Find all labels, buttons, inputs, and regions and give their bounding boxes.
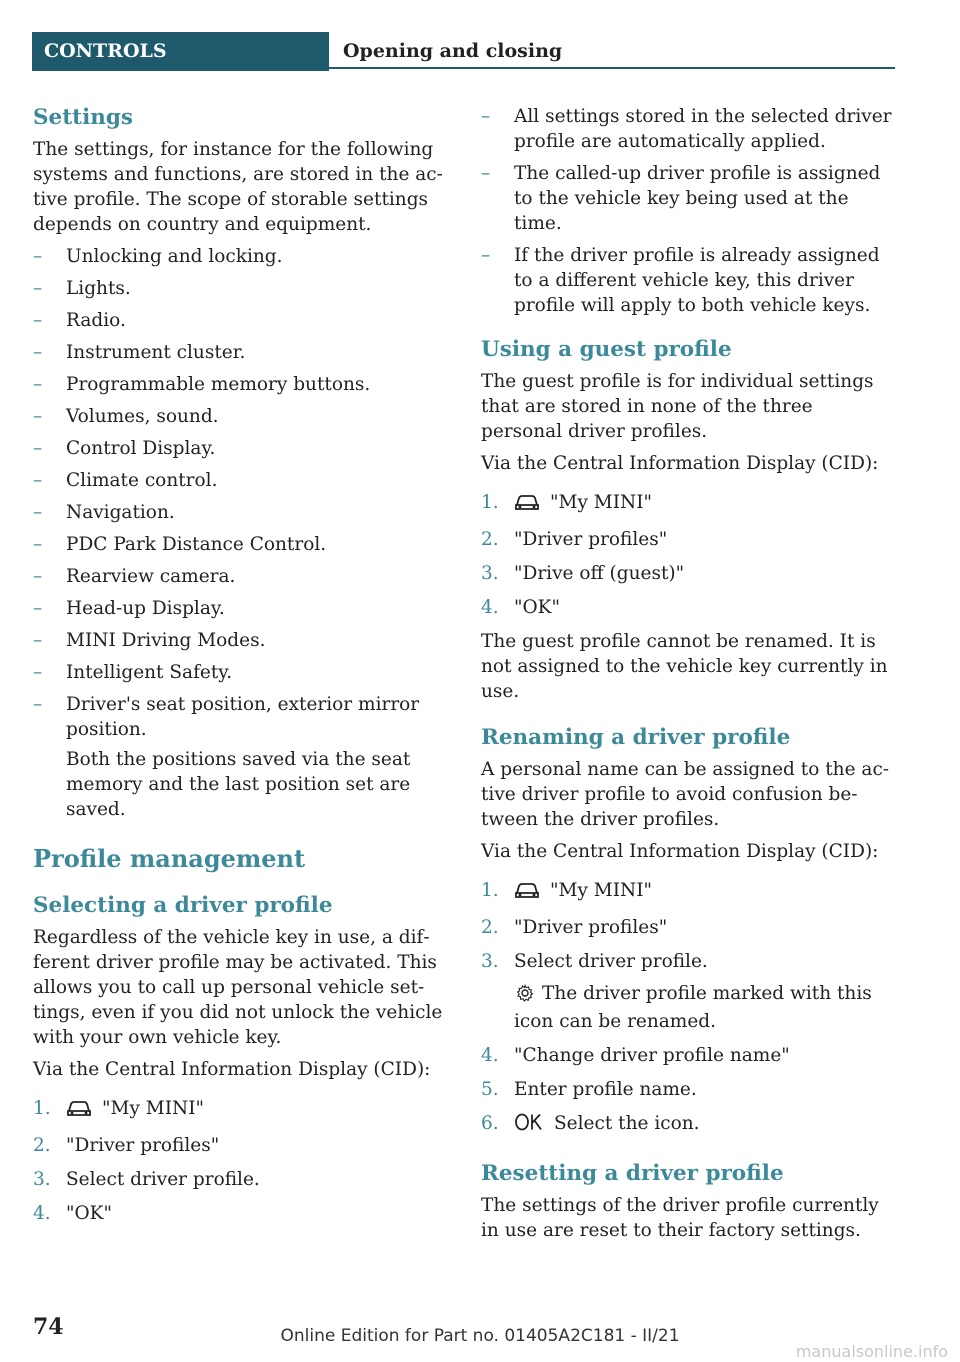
step-number: 4. <box>33 1203 51 1224</box>
guest-profile-heading: Using a guest profile <box>481 337 732 362</box>
step-text: "Driver profiles" <box>514 917 668 938</box>
step-text: "My MINI" <box>102 1098 205 1119</box>
step-item <box>481 1111 893 1137</box>
step-item <box>33 1167 445 1192</box>
via-cid-text: Via the Central Information Display (CID): <box>481 453 879 474</box>
list-item: – Radio. <box>33 308 445 333</box>
step-number: 3. <box>481 563 499 584</box>
list-item: – Intelligent Safety. <box>33 660 445 685</box>
list-item: – Head-up Display. <box>33 596 445 621</box>
car-icon <box>66 1099 92 1124</box>
step-text: "Driver profiles" <box>66 1135 220 1156</box>
page-header <box>32 32 895 72</box>
list-item: – The called-up driver profile is assigned to the vehicle key being used at the time. <box>481 161 893 236</box>
profile-management-heading: Profile management <box>33 844 306 873</box>
list-item: – All settings stored in the selected driver profile are automatically applied. <box>481 104 893 154</box>
list-item: – Programmable memory buttons. <box>33 372 445 397</box>
step-item <box>481 1043 893 1068</box>
via-cid-text: Via the Central Information Display (CID): <box>481 841 879 862</box>
list-item: – Navigation. <box>33 500 445 525</box>
step-item <box>481 915 893 940</box>
rename-profile-heading: Renaming a driver profile <box>481 725 791 750</box>
step-number: 2. <box>33 1135 51 1156</box>
rename-profile-text: A personal name can be assigned to the ac‐tive driver profile to avoid confusion be‐tween the driver profiles. <box>481 759 890 830</box>
step-item <box>33 1096 445 1124</box>
list-item: – Control Display. <box>33 436 445 461</box>
list-item: – Volumes, sound. <box>33 404 445 429</box>
via-cid-text: Via the Central Information Display (CID): <box>33 1059 431 1080</box>
step-number: 2. <box>481 529 499 550</box>
list-item: – Climate control. <box>33 468 445 493</box>
step-number: 1. <box>33 1098 51 1119</box>
left-column <box>33 104 445 1235</box>
list-item: – Driver's seat position, exterior mirror position. <box>33 692 445 742</box>
list-item: – If the driver profile is already assigned to a different vehicle key, this driver profile will apply to both vehicle keys. <box>481 243 893 318</box>
select-profile-heading: Selecting a driver profile <box>33 893 333 918</box>
step-text: "Driver profiles" <box>514 529 668 550</box>
step-subnote-text: The driver profile marked with this icon can be renamed. <box>514 983 872 1032</box>
edition-footer: Online Edition for Part no. 01405A2C181 - II/21 <box>280 1326 680 1346</box>
list-item: – MINI Driving Modes. <box>33 628 445 653</box>
watermark: manualsonline.info <box>795 1342 948 1361</box>
settings-intro: The settings, for instance for the following systems and functions, are stored in the ac‐tive profile. The scope of storable settings depends on country and equipment. <box>33 139 443 235</box>
step-text: "OK" <box>66 1203 113 1224</box>
ok-icon <box>514 1112 544 1137</box>
step-text: "My MINI" <box>550 492 653 513</box>
step-text: Select driver profile. <box>66 1169 260 1190</box>
page-number: 74 <box>33 1314 64 1340</box>
right-column <box>481 104 893 1250</box>
guest-profile-text: The guest profile is for individual settings that are stored in none of the three personal driver profiles. <box>481 371 874 442</box>
profile-behaviour-list <box>481 104 893 318</box>
step-number: 5. <box>481 1079 499 1100</box>
guest-steps <box>481 490 893 620</box>
step-text: "My MINI" <box>550 880 653 901</box>
rename-steps <box>481 878 893 1137</box>
step-item <box>481 878 893 906</box>
reset-profile-text: The settings of the driver profile currently in use are reset to their factory settings. <box>481 1195 879 1241</box>
list-item: – Rearview camera. <box>33 564 445 589</box>
step-number: 6. <box>481 1113 499 1134</box>
step-item <box>33 1201 445 1226</box>
step-number: 1. <box>481 880 499 901</box>
step-number: 3. <box>481 951 499 972</box>
seat-note: Both the positions saved via the seat memory and the last position set are saved. <box>66 749 411 820</box>
step-item <box>481 490 893 518</box>
step-number: 4. <box>481 597 499 618</box>
section-label: CONTROLS <box>32 32 329 71</box>
chapter-title: Opening and closing <box>329 32 895 69</box>
list-item: – Unlocking and locking. <box>33 244 445 269</box>
step-item <box>33 1133 445 1158</box>
step-item <box>481 561 893 586</box>
select-profile-text: Regardless of the vehicle key in use, a dif‐ferent driver profile may be activated. This allows you to call up personal vehicle set‐tings, even if you did not unlock the vehicle with your own vehicle key. <box>33 927 443 1048</box>
gear-icon <box>516 984 534 1009</box>
guest-note: The guest profile cannot be renamed. It is not assigned to the vehicle key currently in use. <box>481 631 888 702</box>
reset-profile-heading: Resetting a driver profile <box>481 1161 784 1186</box>
settings-heading: Settings <box>33 105 134 130</box>
step-number: 4. <box>481 1045 499 1066</box>
car-icon <box>514 881 540 906</box>
step-item <box>481 1077 893 1102</box>
step-item <box>481 527 893 552</box>
step-text: Enter profile name. <box>514 1079 697 1100</box>
step-item <box>481 949 893 1034</box>
select-steps <box>33 1096 445 1226</box>
step-item <box>481 595 893 620</box>
list-item: – Instrument cluster. <box>33 340 445 365</box>
step-text: "OK" <box>514 597 561 618</box>
car-icon <box>514 493 540 518</box>
step-text: Select the icon. <box>554 1113 700 1134</box>
list-item: – Lights. <box>33 276 445 301</box>
step-text: Select driver profile. <box>514 951 708 972</box>
list-item: – PDC Park Distance Control. <box>33 532 445 557</box>
step-number: 2. <box>481 917 499 938</box>
step-number: 3. <box>33 1169 51 1190</box>
step-text: "Change driver profile name" <box>514 1045 790 1066</box>
step-subnote <box>514 981 893 1034</box>
settings-list <box>33 244 445 742</box>
step-number: 1. <box>481 492 499 513</box>
step-text: "Drive off (guest)" <box>514 563 685 584</box>
